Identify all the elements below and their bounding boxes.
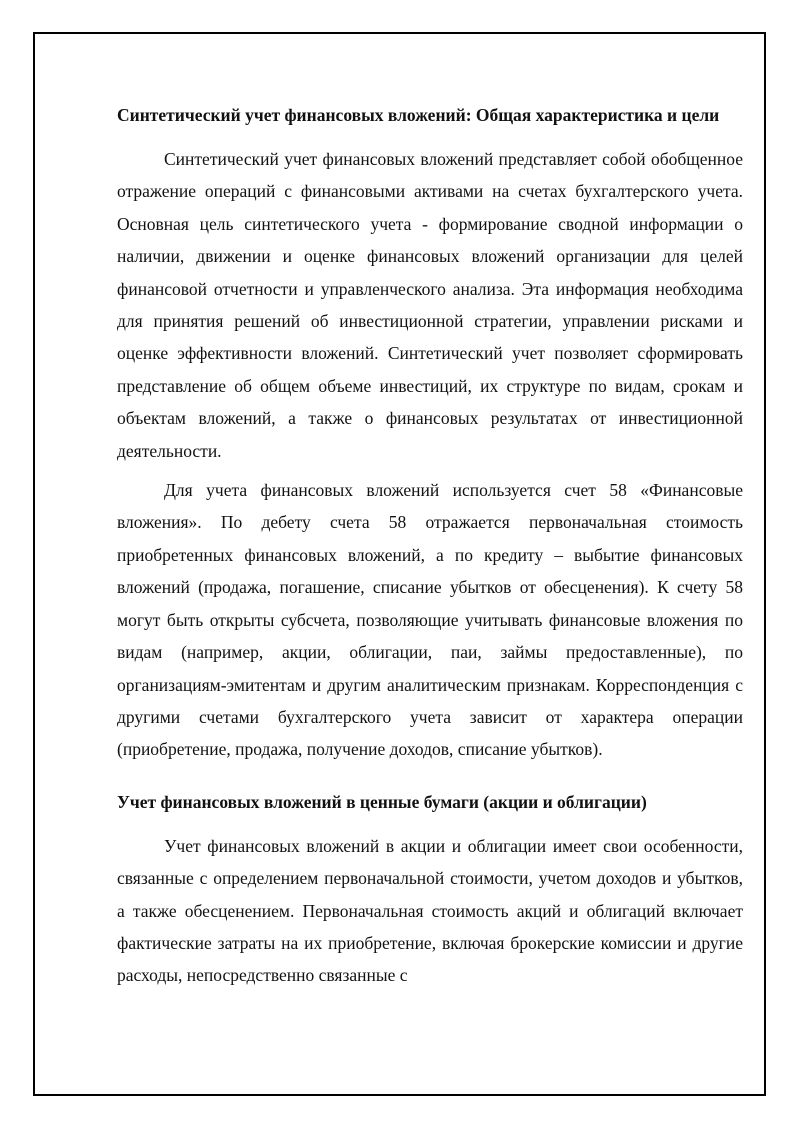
section-heading-synthetic-accounting: Синтетический учет финансовых вложений: Общая характеристика и цели (117, 105, 720, 125)
document-body (117, 103, 743, 999)
paragraph-synthetic-accounting-overview: Синтетический учет финансовых вложений представляет собой обобщенное отражение операций с финансовыми активами на счетах бухгалтерского учета. Основная цель синтетического учета - формирование сводной информации о наличии, движении и оценке финансовых вложений организации для целей финансовой отчетности и управленческого анализа. Эта информация необходима для принятия решений об инвестиционной стратегии, управлении рисками и оценке эффективности вложений. Синтетический учет позволяет сформировать представление об общем объеме инвестиций, их структуре по видам, срокам и объектам вложений, а также о финансовых результатах от инвестиционной деятельности. (117, 149, 743, 461)
paragraph-account-58: Для учета финансовых вложений используется счет 58 «Финансовые вложения». По дебету счета 58 отражается первоначальная стоимость приобретенных финансовых вложений, а по кредиту – выбытие финансовых вложений (продажа, погашение, списание убытков от обесценения). К счету 58 могут быть открыты субсчета, позволяющие учитывать финансовые вложения по видам (например, акции, облигации, паи, займы предоставленные), по организациям-эмитентам и другим аналитическим признакам. Корреспонденция с другими счетами бухгалтерского учета зависит от характера операции (приобретение, продажа, получение доходов, списание убытков). (117, 480, 743, 760)
page-frame (33, 32, 766, 1096)
section-heading-securities: Учет финансовых вложений в ценные бумаги (акции и облигации) (117, 791, 647, 812)
paragraph-securities-accounting: Учет финансовых вложений в акции и облигации имеет свои особенности, связанные с определением первоначальной стоимости, учетом доходов и убытков, а также обесценением. Первоначальная стоимость акций и облигаций включает фактические затраты на их приобретение, включая брокерские комиссии и другие расходы, непосредственно связанные с (117, 835, 743, 986)
